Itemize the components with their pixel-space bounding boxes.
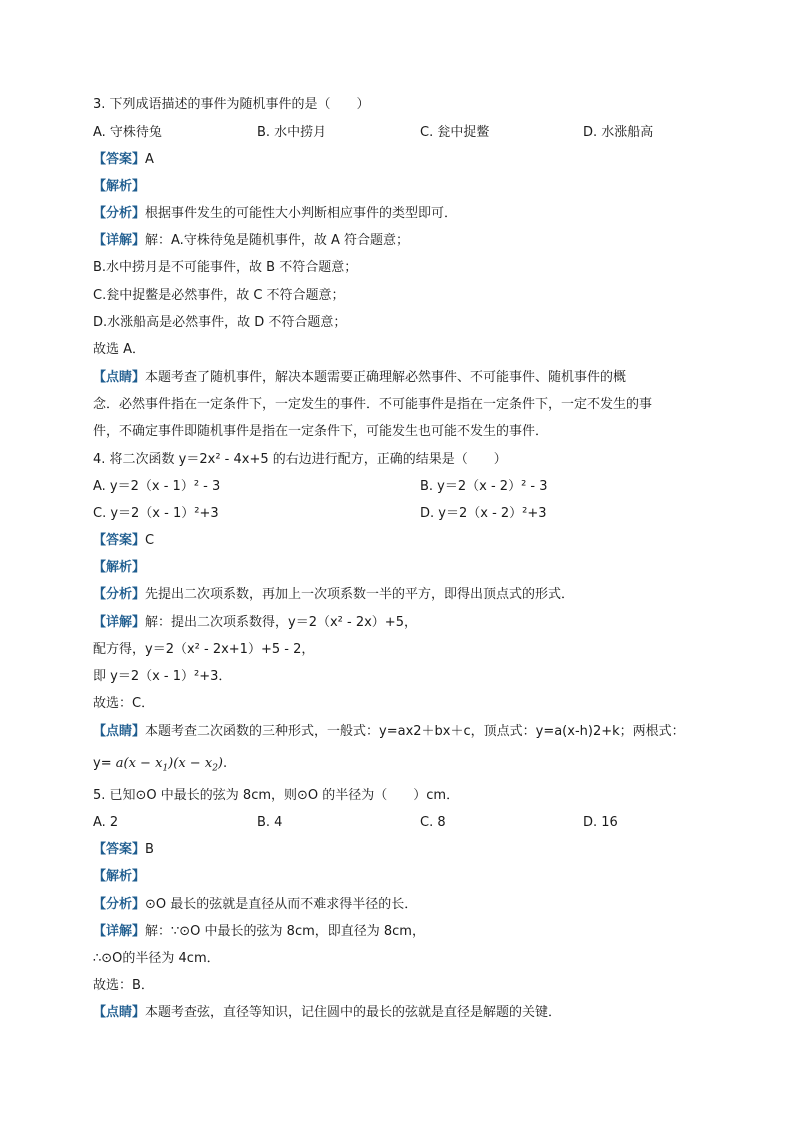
- q5-fenxi: [93, 897, 417, 913]
- q4-dianjing: [93, 724, 685, 740]
- q4-option-c: C. y＝2（x - 1）²+3: [93, 506, 219, 521]
- formula-root-2-subscript: 2: [212, 763, 218, 774]
- xiangjie-tag: 【详解】: [93, 615, 146, 630]
- formula-coefficient: a: [115, 756, 124, 771]
- q5-xiangjie: [93, 924, 425, 940]
- fenxi-tag: 【分析】: [93, 206, 146, 221]
- answer-tag: 【答案】: [93, 842, 146, 857]
- q4-formula: [93, 756, 227, 772]
- q5-option-a: A. 2: [93, 815, 119, 830]
- q4-option-b: B. y＝2（x - 2）² - 3: [420, 479, 548, 494]
- q3-dianjing-line-3: 件，不确定事件即随机事件是指在一定条件下，可能发生也可能不发生的事件．: [93, 424, 549, 439]
- formula-root-1: x: [155, 756, 163, 771]
- formula-expression: $a(x - x_1)(x - x_2)$: [115, 756, 223, 774]
- q5-xiangjie-line-2: ∴⊙O的半径为 4cm．: [93, 951, 220, 966]
- formula-root-2: x: [204, 756, 213, 771]
- analysis-tag: 【解析】: [93, 869, 146, 884]
- fenxi-text: 先提出二次项系数，再加上一次项系数一半的平方，即得出顶点式的形式．: [145, 587, 575, 602]
- q5-analysis-heading: [93, 869, 145, 885]
- formula-variable: x: [128, 756, 136, 771]
- q3-xiangjie-line-5: 故选 A．: [93, 342, 146, 357]
- question-5: 5. 已知⊙O 中最长的弦为 8cm，则⊙O 的半径为（ ）cm．: [93, 788, 460, 803]
- answer-value: A: [145, 152, 154, 167]
- formula-end: .: [223, 756, 228, 771]
- dianjing-tag: 【点睛】: [93, 724, 146, 739]
- answer-value: B: [145, 842, 154, 857]
- question-4: 4. 将二次函数 y＝2x² - 4x+5 的右边进行配方，正确的结果是（ ）: [93, 452, 507, 467]
- q4-xiangjie-line-3: 即 y＝2（x - 1）²+3．: [93, 669, 232, 684]
- q3-xiangjie-line-2: B.水中捞月是不可能事件，故 B 不符合题意；: [93, 260, 358, 275]
- dianjing-text: 本题考查了随机事件，解决本题需要正确理解必然事件、不可能事件、随机事件的概: [145, 370, 627, 385]
- xiangjie-line: 解：∵⊙O 中最长的弦为 8cm，即直径为 8cm，: [145, 924, 425, 939]
- q3-fenxi: [93, 206, 457, 222]
- question-3: 3. 下列成语描述的事件为随机事件的是（ ）: [93, 97, 370, 112]
- dianjing-text: 本题考查二次函数的三种形式，一般式：y=ax2＋bx＋c，顶点式：y=a(x-h)2+k；两根式：: [145, 724, 685, 739]
- xiangjie-tag: 【详解】: [93, 924, 146, 939]
- q3-answer: [93, 152, 154, 168]
- q4-option-a: A. y＝2（x - 1）² - 3: [93, 479, 221, 494]
- q3-analysis-heading: [93, 179, 145, 195]
- fenxi-tag: 【分析】: [93, 897, 146, 912]
- q3-option-b: B. 水中捞月: [257, 125, 327, 140]
- q5-xiangjie-line-3: 故选：B．: [93, 978, 154, 993]
- analysis-tag: 【解析】: [93, 179, 146, 194]
- q4-option-d: D. y＝2（x - 2）²+3: [420, 506, 547, 521]
- q3-option-c: C. 瓮中捉鳖: [420, 125, 490, 140]
- q3-xiangjie-line-3: C.瓮中捉鳖是必然事件，故 C 不符合题意；: [93, 288, 345, 303]
- q3-option-a: A. 守株待兔: [93, 125, 162, 140]
- fenxi-text: 根据事件发生的可能性大小判断相应事件的类型即可．: [145, 206, 458, 221]
- q4-analysis-heading: [93, 560, 145, 576]
- dianjing-tag: 【点睛】: [93, 1005, 146, 1020]
- q5-dianjing: [93, 1005, 561, 1021]
- q3-xiangjie-line-4: D.水涨船高是必然事件，故 D 不符合题意；: [93, 315, 347, 330]
- xiangjie-line: 解：提出二次项系数得，y＝2（x² - 2x）+5，: [145, 615, 417, 630]
- answer-tag: 【答案】: [93, 152, 146, 167]
- q5-option-d: D. 16: [583, 815, 618, 830]
- q4-xiangjie-line-4: 故选：C．: [93, 696, 155, 711]
- formula-root-1-subscript: 1: [162, 763, 169, 774]
- analysis-tag: 【解析】: [93, 560, 146, 575]
- fenxi-text: ⊙O 最长的弦就是直径从而不难求得半径的长．: [145, 897, 418, 912]
- formula-variable-2: x: [178, 756, 186, 771]
- xiangjie-line: 解：A.守株待兔是随机事件，故 A 符合题意；: [145, 233, 409, 248]
- dianjing-text: 本题考查弦，直径等知识，记住圆中的最长的弦就是直径是解题的关键．: [145, 1005, 562, 1020]
- q4-answer: [93, 533, 154, 549]
- q4-xiangjie: [93, 615, 417, 631]
- dianjing-tag: 【点睛】: [93, 370, 146, 385]
- xiangjie-tag: 【详解】: [93, 233, 146, 248]
- answer-tag: 【答案】: [93, 533, 146, 548]
- q3-dianjing-line-2: 念．必然事件指在一定条件下，一定发生的事件．不可能事件是指在一定条件下，一定不发生的事: [93, 397, 653, 412]
- q5-option-b: B. 4: [257, 815, 283, 830]
- q3-xiangjie: [93, 233, 409, 249]
- q4-xiangjie-line-2: 配方得，y＝2（x² - 2x+1）+5 - 2，: [93, 642, 315, 657]
- q5-option-c: C. 8: [420, 815, 446, 830]
- q5-answer: [93, 842, 154, 858]
- q4-fenxi: [93, 587, 574, 603]
- q3-option-d: D. 水涨船高: [583, 125, 654, 140]
- fenxi-tag: 【分析】: [93, 587, 146, 602]
- q3-dianjing: [93, 370, 626, 386]
- answer-value: C: [145, 533, 155, 548]
- formula-prefix: y=: [93, 756, 112, 771]
